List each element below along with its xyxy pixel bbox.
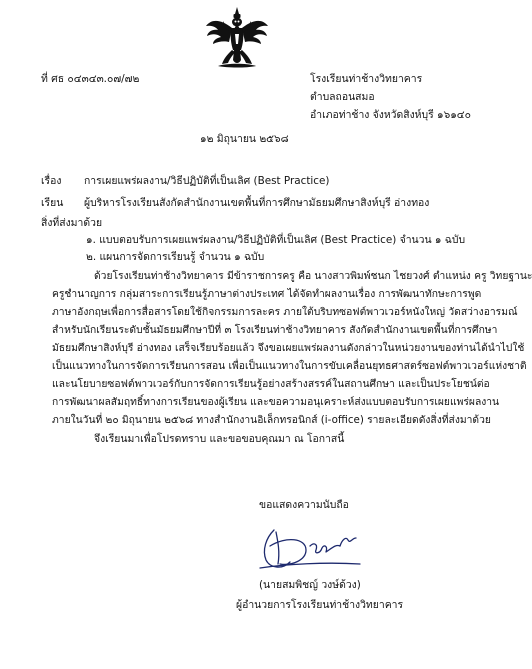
org-subdistrict: ตำบลถอนสมอ bbox=[310, 91, 375, 103]
enclosure-item: ๑. แบบตอบรับการเผยแพร่ผลงาน/วิธีปฏิบัติที่เป็นเลิศ (Best Practice) จำนวน ๑ ฉบับ bbox=[86, 234, 466, 246]
body-line: ด้วยโรงเรียนท่าช้างวิทยาคาร มีข้าราชการครู คือ นางสาวพิมพ์ชนก ไชยวงศ์ ตำแหน่ง ครู วิทยฐานะ bbox=[94, 270, 532, 282]
signer-position: ผู้อำนวยการโรงเรียนท่าช้างวิทยาคาร bbox=[236, 599, 404, 611]
enclosures-label: สิ่งที่ส่งมาด้วย bbox=[41, 217, 103, 229]
body-line: การพัฒนาผลสัมฤทธิ์ทางการเรียนของผู้เรียน และขอความอนุเคราะห์ส่งแบบตอบรับการเผยแพร่ผลงาน bbox=[52, 396, 500, 408]
body-line: ภาษาอังกฤษเพื่อการสื่อสารโดยใช้กิจกรรมการละคร ภายใต้บริบทซอฟต์พาวเวอร์หนังใหญ่ วัดสว่างอารมณ์ bbox=[52, 306, 518, 318]
closing-request: จึงเรียนมาเพื่อโปรดทราบ และขอขอบคุณมา ณ โอกาสนี้ bbox=[94, 433, 345, 445]
body-line: เป็นแนวทางในการจัดการเรียนการสอน เพื่อเป็นแนวทางในการขับเคลื่อนยุทธศาสตร์ซอฟต์พาวเวอร์แห่งชาติ bbox=[52, 360, 527, 372]
body-line: ภายในวันที่ ๒๐ มิถุนายน ๒๕๖๘ ทางสำนักงานอิเล็กทรอนิกส์ (i-office) รายละเอียดดังสิ่งที่ส่งมาด้วย bbox=[52, 414, 491, 426]
org-district-province: อำเภอท่าช้าง จังหวัดสิงห์บุรี ๑๖๑๔๐ bbox=[310, 109, 471, 121]
garuda-emblem-icon bbox=[204, 6, 270, 70]
org-name: โรงเรียนท่าช้างวิทยาคาร bbox=[310, 73, 423, 85]
subject-text: การเผยแพร่ผลงาน/วิธีปฏิบัติที่เป็นเลิศ (Best Practice) bbox=[84, 175, 330, 187]
closing-phrase: ขอแสดงความนับถือ bbox=[259, 499, 349, 511]
handwritten-signature bbox=[256, 524, 366, 576]
recipient-text: ผู้บริหารโรงเรียนสังกัดสำนักงานเขตพื้นที่การศึกษามัธยมศึกษาสิงห์บุรี อ่างทอง bbox=[84, 197, 430, 209]
enclosure-item: ๒. แผนการจัดการเรียนรู้ จำนวน ๑ ฉบับ bbox=[86, 251, 265, 263]
body-line: มัธยมศึกษาสิงห์บุรี อ่างทอง เสร็จเรียบร้อยแล้ว จึงขอเผยแพร่ผลงานดังกล่าวในหน่วยงานของท่านได้นำไปใช้ bbox=[52, 342, 525, 354]
body-line: สำหรับนักเรียนระดับชั้นมัธยมศึกษาปีที่ ๓ โรงเรียนท่าช้างวิทยาคาร สังกัดสำนักงานเขตพื้นที่การศึกษา bbox=[52, 324, 498, 336]
signer-name: (นายสมพิชญ์ วงษ์ด้วง) bbox=[259, 579, 361, 591]
letter-date: ๑๒ มิถุนายน ๒๕๖๘ bbox=[200, 133, 289, 145]
document-number: ที่ ศธ ๐๔๓๔๓.๐๗/๗๒ bbox=[41, 73, 140, 85]
body-line: และนโยบายซอฟต์พาวเวอร์กับการจัดการเรียนรู้อย่างสร้างสรรค์ในสถานศึกษา และเป็นประโยชน์ต่อ bbox=[52, 378, 490, 390]
subject-label: เรื่อง bbox=[41, 175, 62, 187]
body-line: ครูชำนาญการ กลุ่มสาระการเรียนรู้ภาษาต่างประเทศ ได้จัดทำผลงานเรื่อง การพัฒนาทักษะการพูด bbox=[52, 288, 482, 300]
recipient-label: เรียน bbox=[41, 197, 64, 209]
